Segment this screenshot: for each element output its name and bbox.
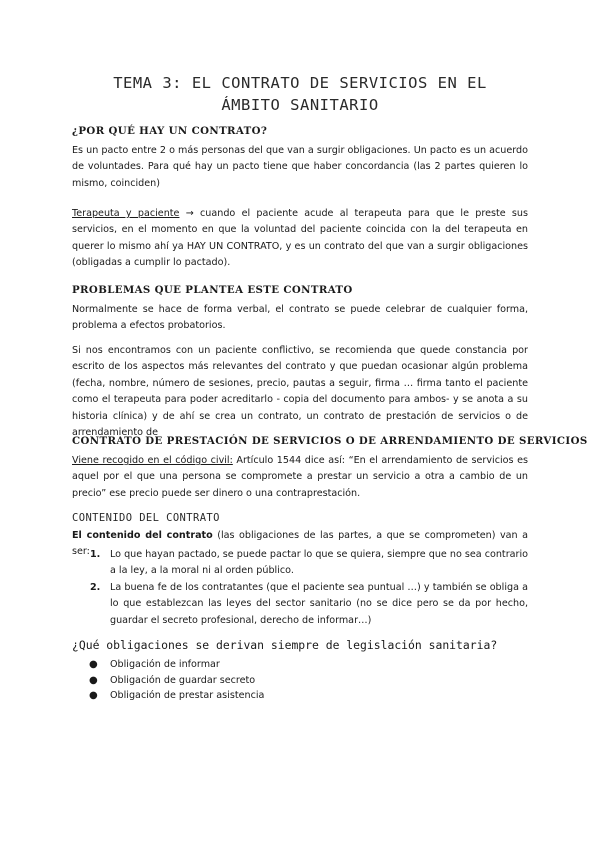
- heading-contenido-contrato: CONTENIDO DEL CONTRATO: [72, 512, 220, 524]
- term-codigo-civil: Viene recogido en el código civil:: [72, 455, 233, 466]
- codigo-civil-text: Artículo 1544 dice así: “En el arrendamiento de servicios es aquel por el que una persona se compromete a prestar un servicio a otra a cambio de un precio” ese precio puede ser dinero o una contraprestación.: [72, 455, 528, 499]
- paragraph-codigo-civil: [72, 453, 528, 502]
- list-item-text: La buena fe de los contratantes (que el paciente sea puntual …) y también se obliga a lo que establezcan las leyes del sector sanitario (no se dice pero se da por hecho, guardar el secreto profesional, derecho de informar…): [110, 581, 528, 626]
- bullet-icon: ●: [89, 674, 98, 686]
- heading-obligaciones-legislacion: ¿Qué obligaciones se derivan siempre de legislación sanitaria?: [72, 638, 498, 652]
- terapeuta-paciente-text: → cuando el paciente acude al terapeuta para que le preste sus servicios, en el momento en que la voluntad del paciente coincida con la del terapeuta en querer lo mismo ahí ya HAY UN CONTRATO, y es un contrato del que van a surgir obligaciones (obligadas a cumplir lo pactado).: [72, 208, 528, 269]
- term-contenido-contrato: El contenido del contrato: [72, 530, 213, 541]
- heading-por-que-contrato: ¿POR QUÉ HAY UN CONTRATO?: [72, 125, 268, 137]
- title-line-2: ÁMBITO SANITARIO: [221, 96, 379, 114]
- bullet-icon: ●: [89, 659, 98, 670]
- list-item: [72, 580, 528, 629]
- list-number: 1.: [90, 549, 101, 560]
- list-item: [72, 688, 528, 704]
- heading-contrato-prestacion: CONTRATO DE PRESTACIÓN DE SERVICIOS O DE ARRENDAMIENTO DE SERVICIOS: [72, 435, 588, 447]
- bullet-icon: ●: [89, 690, 98, 702]
- list-item-text: Lo que hayan pactado, se puede pactar lo que se quiera, siempre que no sea contrario a la ley, a la moral ni al orden público.: [110, 549, 528, 577]
- heading-problemas: PROBLEMAS QUE PLANTEA ESTE CONTRATO: [72, 284, 353, 296]
- contenido-intro-text: (las obligaciones de las partes, a que se comprometen) van a ser:: [72, 530, 528, 558]
- list-item-text: Obligación de prestar asistencia: [110, 690, 265, 702]
- list-item: [72, 673, 528, 689]
- list-item-text: Obligación de informar: [110, 659, 220, 670]
- bullet-list: [72, 657, 528, 704]
- numbered-list: [72, 547, 528, 629]
- list-item: [72, 547, 528, 580]
- paragraph-terapeuta-paciente: [72, 206, 528, 272]
- document-title: [70, 72, 530, 116]
- paragraph-forma-verbal: Normalmente se hace de forma verbal, el contrato se puede celebrar de cualquier forma, problema a efectos probatorios.: [72, 304, 528, 332]
- paragraph-paciente-conflictivo: Si nos encontramos con un paciente conflictivo, se recomienda que quede constancia por escrito de los aspectos más relevantes del contrato y que puedan ocasionar algún problema (fecha, nombre, número de sesiones, precio, pautas a seguir, firma … firma tanto el paciente como el terapeuta para poder acreditarlo - copia del documento para ambos- y se anota a su historia clínica) y de ahí se crea un contrato, un contrato de prestación de servicios o de arrendamiento de: [72, 345, 528, 439]
- list-item: [72, 657, 528, 673]
- list-item-text: Obligación de guardar secreto: [110, 674, 256, 686]
- paragraph-definicion-pacto: Es un pacto entre 2 o más personas del que van a surgir obligaciones. Un pacto es un acuerdo de voluntades. Para qué hay un pacto tiene que haber concordancia (las 2 partes quieren lo mismo, coinciden): [72, 145, 528, 189]
- list-number: 2.: [90, 581, 101, 593]
- title-line-1: TEMA 3: EL CONTRATO DE SERVICIOS EN EL: [113, 74, 487, 92]
- term-terapeuta-paciente: Terapeuta y paciente: [72, 208, 180, 219]
